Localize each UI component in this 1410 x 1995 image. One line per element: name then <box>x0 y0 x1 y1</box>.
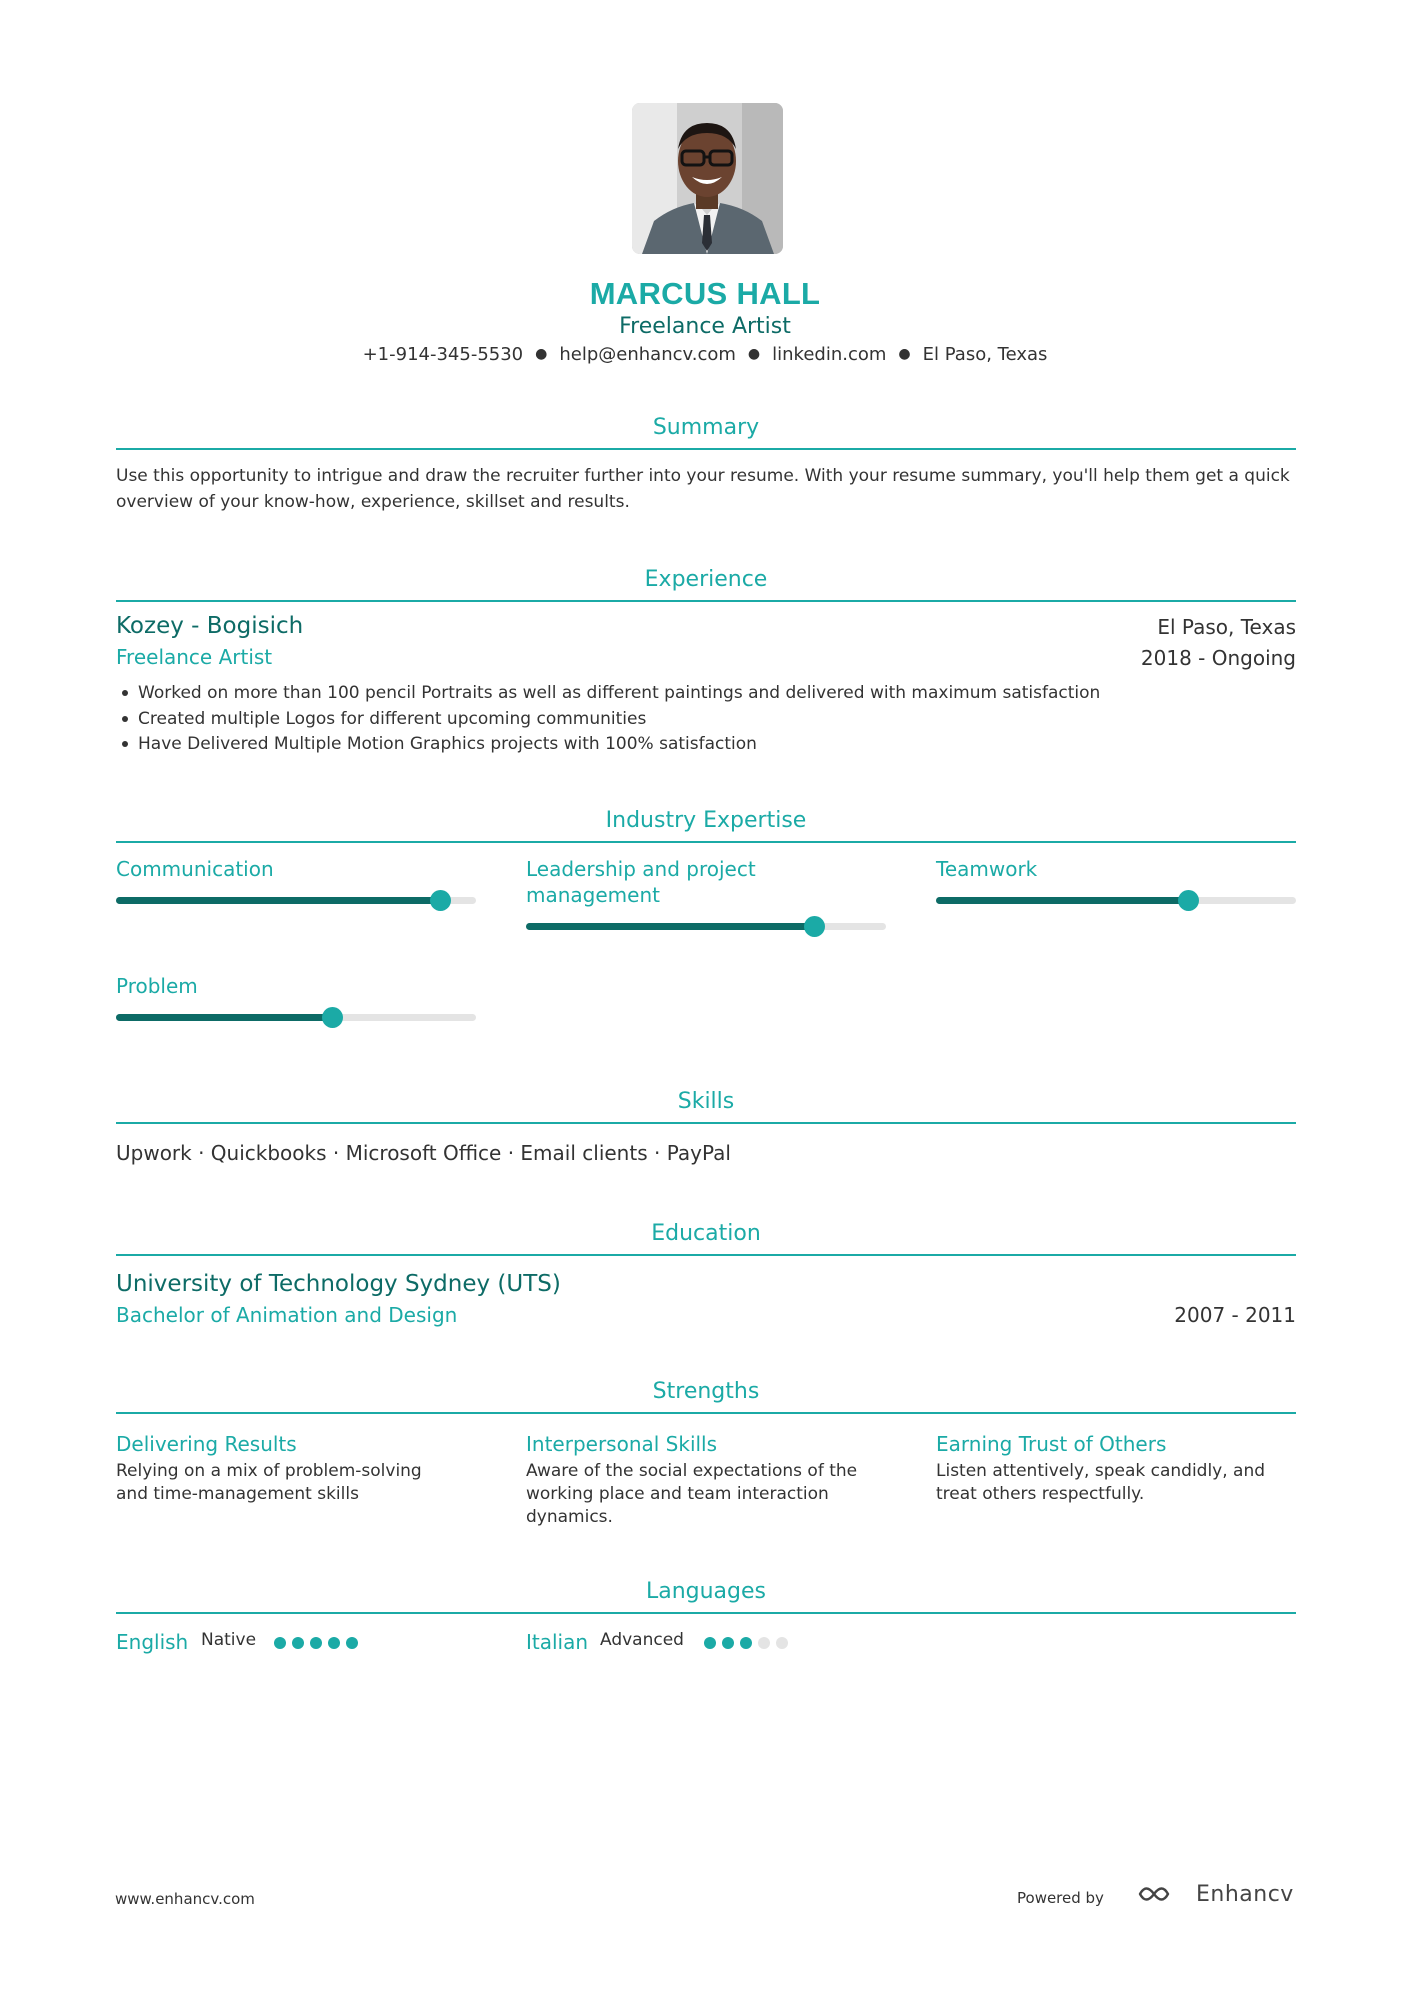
summary-divider <box>116 448 1296 450</box>
bullet-dot <box>122 716 128 722</box>
expertise-bar <box>526 923 886 930</box>
strength-title: Earning Trust of Others <box>936 1432 1167 1456</box>
education-degree: Bachelor of Animation and Design <box>116 1303 458 1327</box>
rating-dot-empty <box>758 1637 770 1649</box>
expertise-label: Communication <box>116 857 274 881</box>
education-divider <box>116 1254 1296 1256</box>
enhancv-logo-icon <box>1136 1880 1172 1908</box>
expertise-bar <box>116 1014 476 1021</box>
bullet-item <box>120 707 1220 733</box>
expertise-bar <box>936 897 1296 904</box>
expertise-teamwork <box>936 856 1296 882</box>
rating-dot-filled <box>722 1637 734 1649</box>
rating-dot-filled <box>346 1637 358 1649</box>
summary-text: Use this opportunity to intrigue and draw the recruiter further into your resume. With your resume summary, you'll help them get a quick overview of your know-how, experience, skillset and results. <box>116 466 1290 512</box>
language-level: Advanced <box>600 1630 684 1650</box>
rating-dot-filled <box>328 1637 340 1649</box>
expertise-bar <box>116 897 476 904</box>
bullet-text: Have Delivered Multiple Motion Graphics projects with 100% satisfaction <box>138 734 757 754</box>
linkedin-link[interactable]: linkedin.com <box>772 344 887 365</box>
language-name: Italian <box>526 1630 589 1654</box>
experience-heading: Experience <box>644 567 768 592</box>
rating-dot-filled <box>292 1637 304 1649</box>
rating-dot-filled <box>704 1637 716 1649</box>
expertise-bar-knob <box>430 890 451 911</box>
strength-item <box>526 1431 866 1529</box>
location-text: El Paso, Texas <box>922 344 1048 365</box>
separator-dot: ● <box>535 346 548 362</box>
strength-item <box>116 1431 456 1506</box>
expertise-leadership <box>526 856 826 908</box>
expertise-label: Problem <box>116 974 198 998</box>
skills-divider <box>116 1122 1296 1124</box>
contact-line <box>0 344 1410 365</box>
strength-title: Interpersonal Skills <box>526 1432 718 1456</box>
separator-dot: ● <box>898 346 911 362</box>
strengths-divider <box>116 1412 1296 1414</box>
separator-dot: ● <box>747 346 761 362</box>
expertise-bar-fill <box>526 923 814 930</box>
bullet-item <box>120 732 1220 758</box>
profile-photo <box>632 103 783 254</box>
strengths-heading: Strengths <box>652 1379 760 1404</box>
bullet-item <box>120 681 1220 707</box>
education-heading: Education <box>651 1221 761 1246</box>
expertise-divider <box>116 841 1296 843</box>
strength-description: Listen attentively, speak candidly, and treat others respectfully. <box>936 1461 1266 1504</box>
expertise-bar-fill <box>936 897 1188 904</box>
language-name: English <box>116 1630 189 1654</box>
languages-heading: Languages <box>645 1579 767 1604</box>
person-portrait-icon <box>632 103 783 254</box>
expertise-communication <box>116 856 476 882</box>
expertise-bar-knob <box>322 1007 343 1028</box>
experience-role: Freelance Artist <box>116 645 273 669</box>
expertise-bar-fill <box>116 1014 332 1021</box>
rating-dot-filled <box>310 1637 322 1649</box>
bullet-dot <box>122 741 128 747</box>
expertise-bar-knob <box>804 916 825 937</box>
bullet-text: Worked on more than 100 pencil Portraits as well as different paintings and delivered with maximum satisfaction <box>138 683 1101 703</box>
strength-description: Relying on a mix of problem-solving and time-management skills <box>116 1461 422 1504</box>
expertise-label: Teamwork <box>936 857 1038 881</box>
language-rating <box>704 1634 794 1653</box>
strength-item <box>936 1431 1276 1506</box>
expertise-bar-knob <box>1178 890 1199 911</box>
language-italian <box>526 1630 826 1660</box>
bullet-text: Created multiple Logos for different upcoming communities <box>138 708 647 729</box>
language-english <box>116 1630 416 1660</box>
experience-location: El Paso, Texas <box>1157 615 1296 639</box>
strength-title: Delivering Results <box>116 1432 297 1456</box>
languages-divider <box>116 1612 1296 1614</box>
candidate-name: MARCUS HALL <box>589 276 821 311</box>
education-school: University of Technology Sydney (UTS) <box>116 1271 561 1297</box>
footer-brand[interactable]: Enhancv <box>1196 1882 1294 1907</box>
bullet-dot <box>122 690 128 696</box>
expertise-label: Leadership and project management <box>526 857 756 907</box>
rating-dot-filled <box>274 1637 286 1649</box>
experience-company: Kozey - Bogisich <box>116 613 304 639</box>
experience-divider <box>116 600 1296 602</box>
email-link[interactable]: help@enhancv.com <box>559 344 736 365</box>
expertise-problem <box>116 973 476 999</box>
skills-list: Upwork · Quickbooks · Microsoft Office · Email clients · PayPal <box>116 1141 731 1165</box>
rating-dot-empty <box>776 1637 788 1649</box>
skills-heading: Skills <box>677 1089 735 1114</box>
language-level: Native <box>201 1630 257 1650</box>
strength-description: Aware of the social expectations of the working place and team interaction dynamics. <box>526 1461 858 1527</box>
candidate-title: Freelance Artist <box>619 314 791 339</box>
expertise-bar-fill <box>116 897 440 904</box>
education-dates: 2007 - 2011 <box>1174 1303 1296 1327</box>
phone-text: +1-914-345-5530 <box>362 344 524 365</box>
experience-bullets <box>120 681 1220 758</box>
footer-powered-by: Powered by <box>1017 1889 1104 1907</box>
expertise-heading: Industry Expertise <box>605 808 807 833</box>
footer-website[interactable]: www.enhancv.com <box>115 1890 255 1908</box>
experience-dates: 2018 - Ongoing <box>1140 646 1296 670</box>
rating-dot-filled <box>740 1637 752 1649</box>
language-rating <box>274 1634 364 1653</box>
summary-heading: Summary <box>652 415 760 440</box>
